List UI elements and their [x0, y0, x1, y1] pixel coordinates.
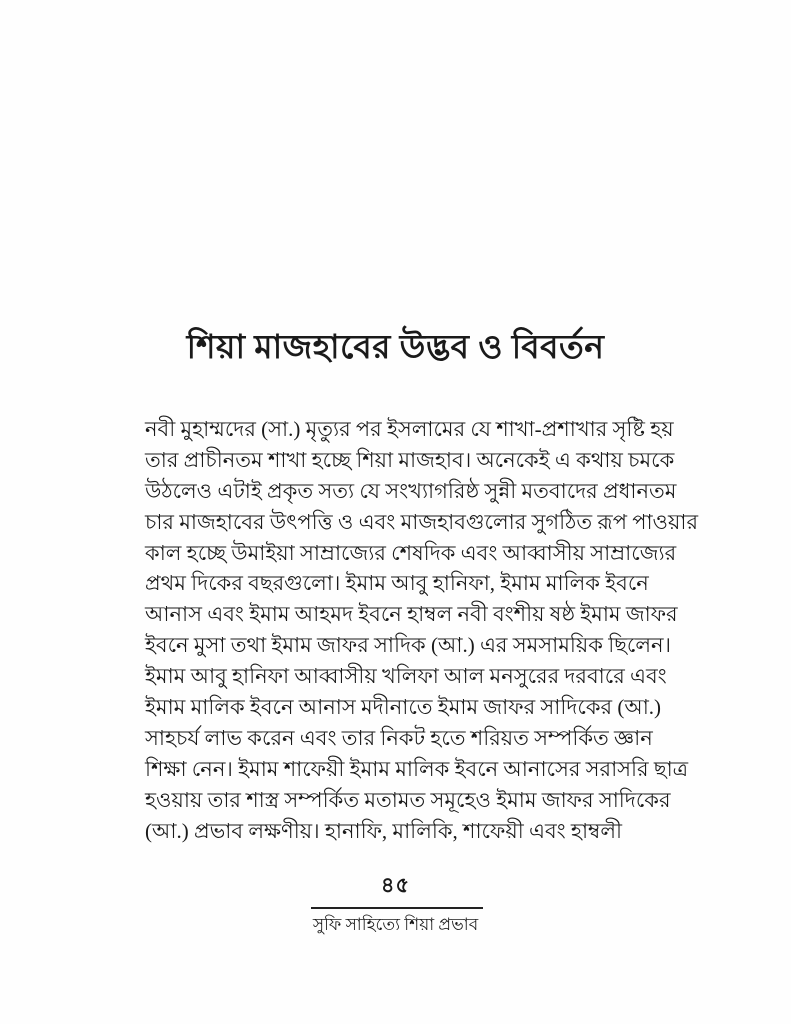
body-text-line: তার প্রাচীনতম শাখা হচ্ছে শিয়া মাজহাব। অনেকেই এ কথায় চমকে	[145, 447, 675, 472]
body-text-line: ইমাম মালিক ইবনে আনাস মদীনাতে ইমাম জাফর সাদিকের (আ.)	[145, 695, 662, 720]
body-text-line: চার মাজহাবের উৎপত্তি ও এবং মাজহাবগুলোর সুগঠিত রূপ পাওয়ার	[145, 509, 699, 534]
body-text-line: সাহচর্য লাভ করেন এবং তার নিকট হতে শরিয়ত সম্পর্কিত জ্ঞান	[145, 725, 653, 750]
page-number: ৪৫	[380, 873, 411, 897]
footer-divider	[311, 907, 483, 909]
body-text-line: (আ.) প্রভাব লক্ষণীয়। হানাফি, মালিকি, শাফেয়ী এবং হাম্বলী	[145, 818, 623, 843]
body-text-line: ইমাম আবু হানিফা আব্বাসীয় খলিফা আল মনসুরের দরবারে এবং	[145, 664, 667, 689]
body-text-line: নবী মুহাম্মদের (সা.) মৃত্যুর পর ইসলামের যে শাখা-প্রশাখার সৃষ্টি হয়	[145, 417, 674, 441]
body-text-line: আনাস এবং ইমাম আহমদ ইবনে হাম্বল নবী বংশীয় ষষ্ঠ ইমাম জাফর	[145, 602, 678, 627]
body-paragraph	[145, 414, 699, 846]
body-text-line: কাল হচ্ছে উমাইয়া সাম্রাজ্যের শেষদিক এবং আব্বাসীয় সাম্রাজ্যের	[145, 540, 677, 565]
body-text-line: ইবনে মুসা তথা ইমাম জাফর সাদিক (আ.) এর সমসাময়িক ছিলেন।	[145, 633, 672, 658]
footer-running-title: সুফি সাহিত্যে শিয়া প্রভাব	[312, 915, 479, 934]
body-text-line: উঠলেও এটাই প্রকৃত সত্য যে সংখ্যাগরিষ্ঠ সুন্নী মতবাদের প্রধানতম	[145, 478, 677, 503]
chapter-title: শিয়া মাজহাবের উদ্ভব ও বিবর্তন	[186, 330, 605, 367]
body-text-line: শিক্ষা নেন। ইমাম শাফেয়ী ইমাম মালিক ইবনে আনাসের সরাসরি ছাত্র	[145, 756, 689, 781]
body-text-line: প্রথম দিকের বছরগুলো। ইমাম আবু হানিফা, ইমাম মালিক ইবনে	[145, 571, 649, 596]
body-text-line: হওয়ায় তার শাস্ত্র সম্পর্কিত মতামত সমূহেও ইমাম জাফর সাদিকের	[145, 787, 671, 812]
